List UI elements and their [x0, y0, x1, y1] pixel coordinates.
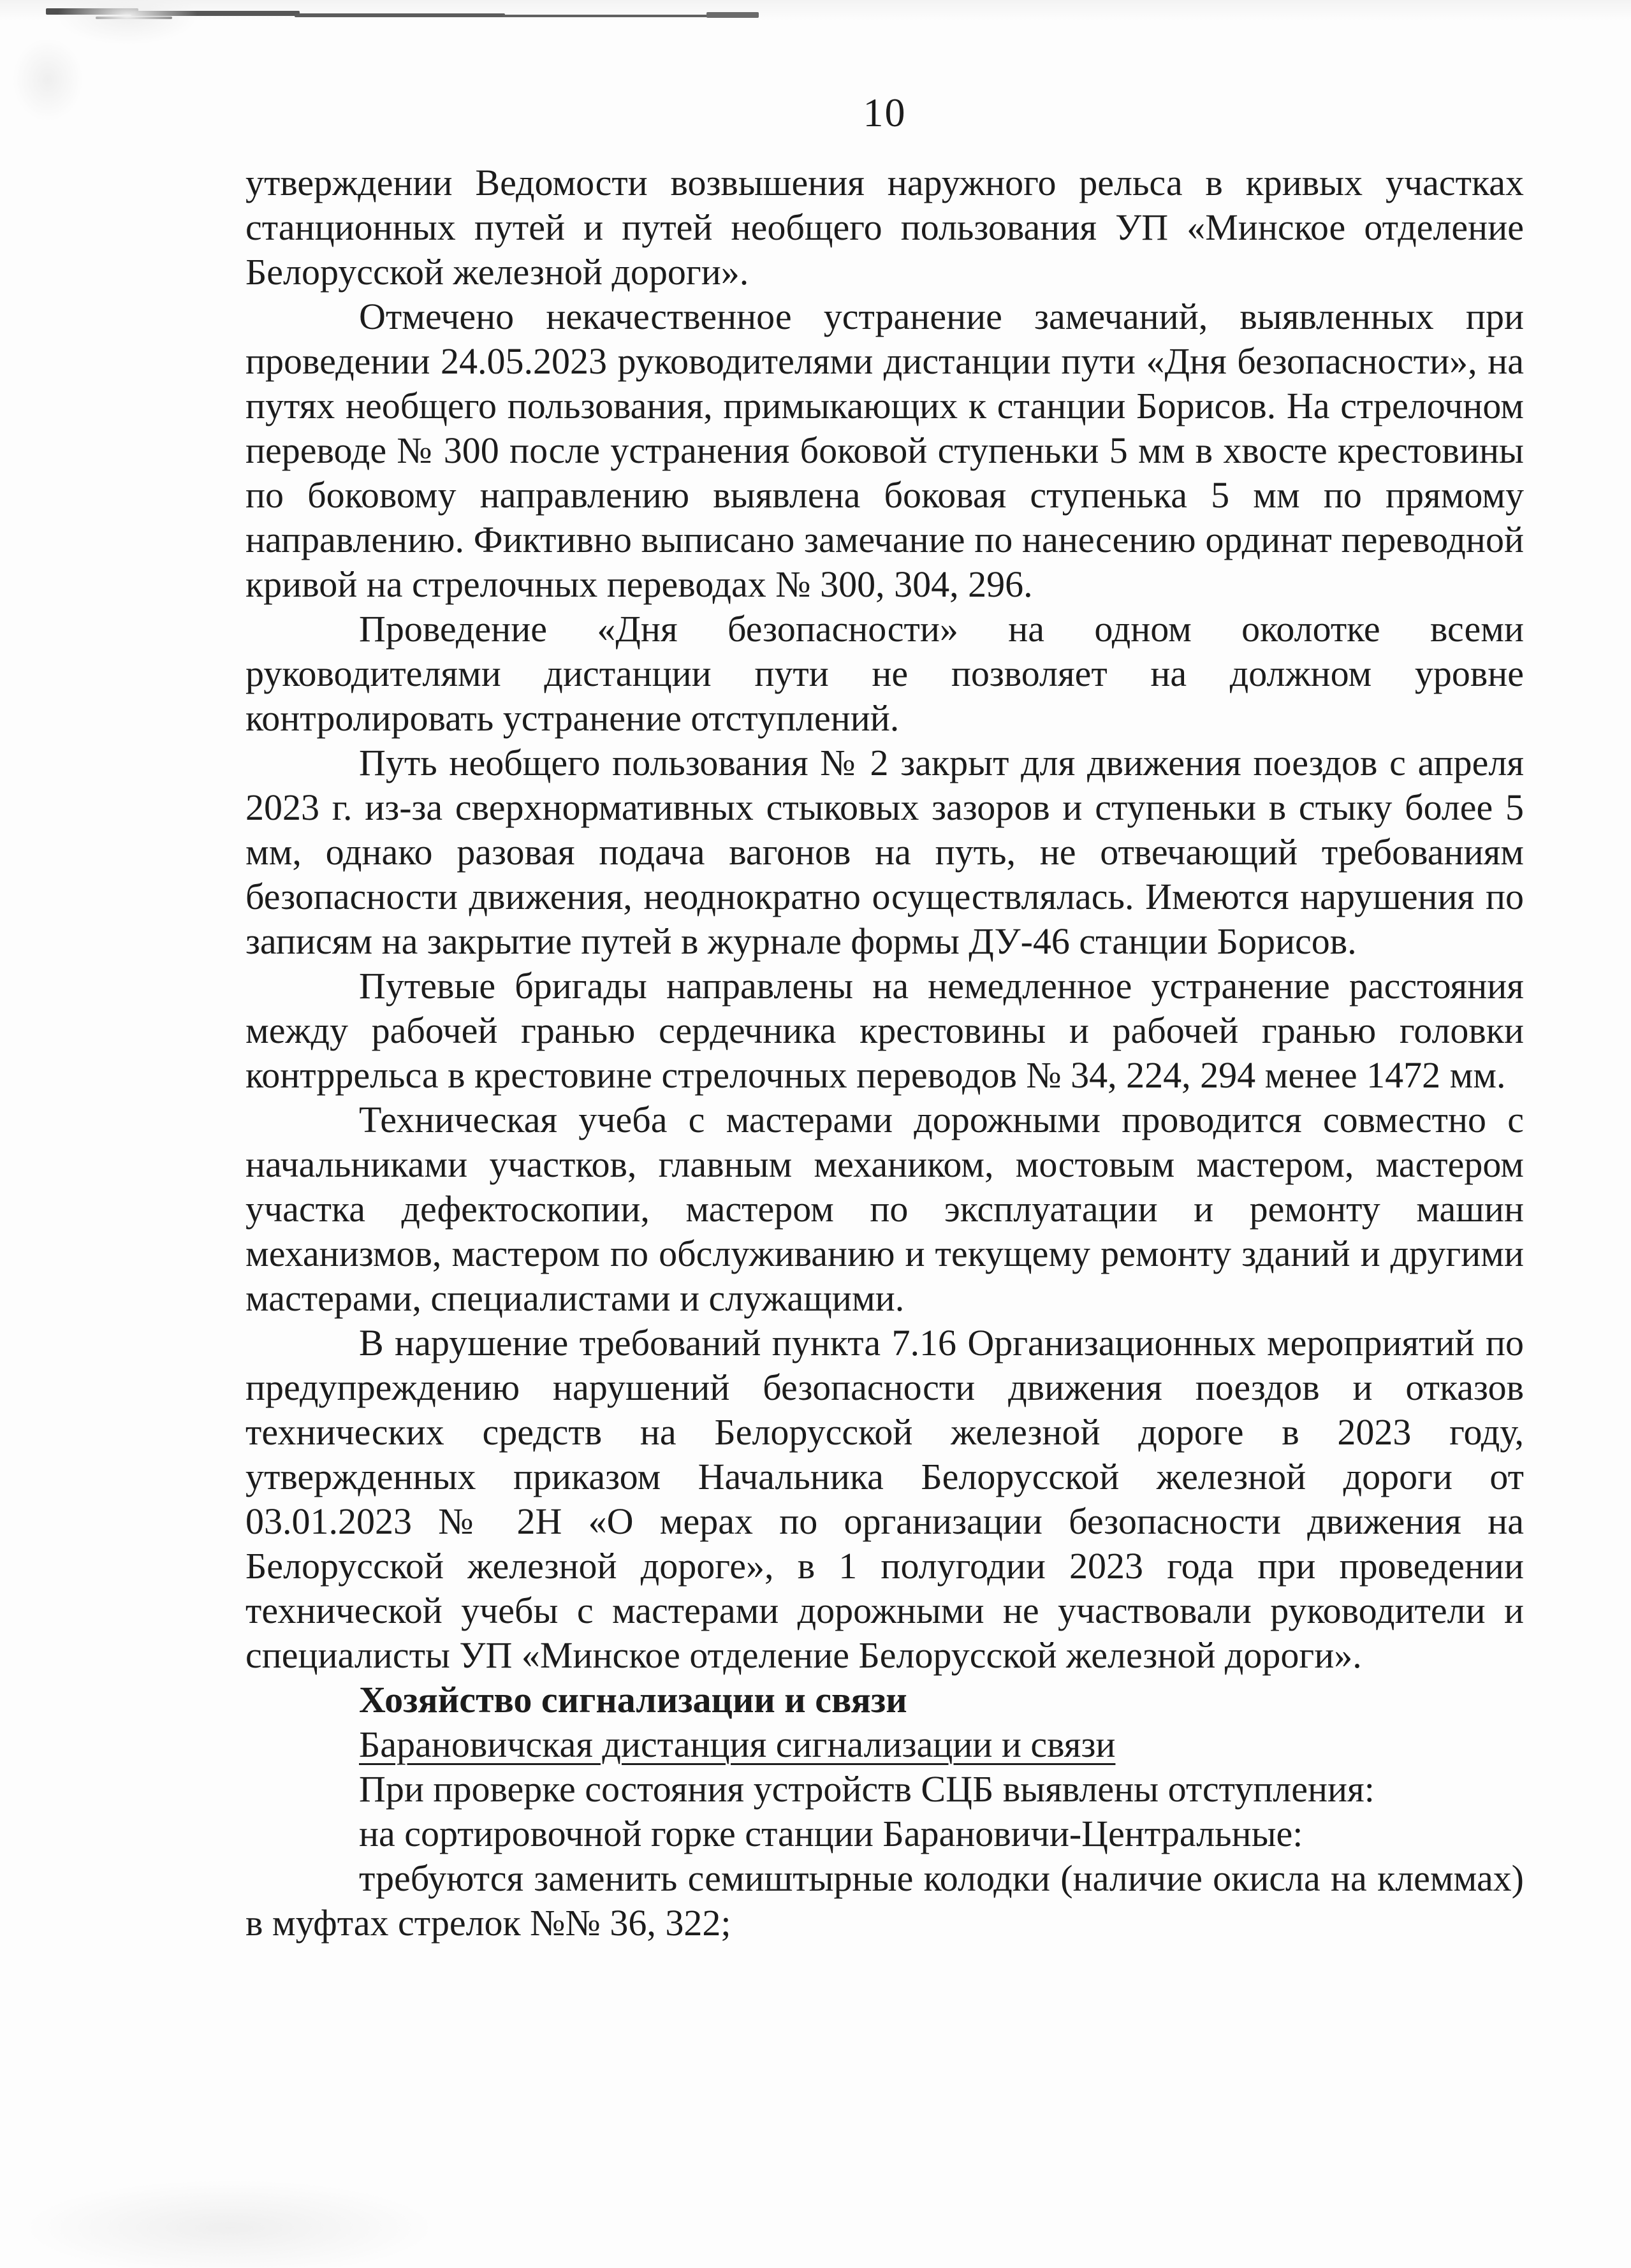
document-text-block: [245, 161, 1524, 1945]
scan-smudge-artifact: [57, 0, 198, 45]
paragraph-track-no2-closed: Путь необщего пользования № 2 закрыт для движения поездов с апреля 2023 г. из-за сверхнормативных стыковых зазоров и ступеньки в стыку более 5 мм, однако разовая подача вагонов на путь, не отвечающий требованиям безопасности движения, неоднократно осуществлялась. Имеются нарушения по записям на закрытие путей в журнале формы ДУ-46 станции Борисов.: [245, 742, 1524, 962]
paragraph-sorting-hump: на сортировочной горке станции Барановичи-Центральные:: [359, 1813, 1303, 1854]
scan-smudge-artifact: [13, 38, 83, 121]
scan-smudge-artifact: [26, 2180, 434, 2268]
page-number: 10: [863, 90, 907, 135]
paragraph-track-crews: Путевые бригады направлены на немедленное устранение расстояния между рабочей гранью сердечника крестовины и рабочей гранью головки контррельса в крестовине стрелочных переводов № 34, 224, 294 менее 1472 мм.: [245, 965, 1524, 1096]
paragraph-technical-training: Техническая учеба с мастерами дорожными проводится совместно с начальниками участков, главным механиком, мостовым мастером, мастером участка дефектоскопии, мастером по эксплуатации и ремонту машин механизмов, мастером по обслуживанию и текущему ремонту зданий и другими мастерами, специалистами и служащими.: [245, 1099, 1524, 1319]
paragraph-replace-blocks: требуются заменить семиштырные колодки (наличие окисла на клеммах) в муфтах стрелок №№ 36, 322;: [245, 1857, 1524, 1944]
paragraph-safety-day: Проведение «Дня безопасности» на одном околотке всеми руководителями дистанции пути не позволяет на должном уровне контролировать устранение отступлений.: [245, 608, 1524, 739]
paragraph-scb-check: При проверке состояния устройств СЦБ выявлены отступления:: [359, 1768, 1375, 1810]
paragraph-remarks-elimination: Отмечено некачественное устранение замечаний, выявленных при проведении 24.05.2023 руководителями дистанции пути «Дня безопасности», на путях необщего пользования, примыкающих к станции Борисов. На стрелочном переводе № 300 после устранения боковой ступеньки 5 мм в хвосте крестовины по боковому направлению выявлена боковая ступенька 5 мм по прямому направлению. Фиктивно выписано замечание по нанесению ординат переводной кривой на стрелочных переводах № 300, 304, 296.: [245, 296, 1524, 605]
paragraph-violation-clause-716: В нарушение требований пункта 7.16 Организационных мероприятий по предупреждению нарушений безопасности движения поездов и отказов технических средств на Белорусской железной дороге в 2023 году, утвержденных приказом Начальника Белорусской железной дороги от 03.01.2023 № 2Н «О мерах по организации безопасности движения на Белорусской железной дороге», в 1 полугодии 2023 года при проведении технической учебы с мастерами дорожными не участвовали руководители и специалисты УП «Минское отделение Белорусской железной дороги».: [245, 1322, 1524, 1676]
section-heading-signalling: Хозяйство сигнализации и связи: [359, 1679, 907, 1720]
scan-streak-artifact: [295, 13, 505, 17]
scan-streak-artifact: [706, 12, 759, 18]
paragraph-continued-from-previous-page: утверждении Ведомости возвышения наружного рельса в кривых участках станционных путей и путей необщего пользования УП «Минское отделение Белорусской железной дороги».: [245, 162, 1524, 293]
scan-streak-artifact: [502, 15, 713, 17]
subsection-heading-baranovichi-distance: Барановичская дистанция сигнализации и связи: [359, 1724, 1116, 1765]
scanner-top-band-artifact: [0, 0, 1631, 20]
